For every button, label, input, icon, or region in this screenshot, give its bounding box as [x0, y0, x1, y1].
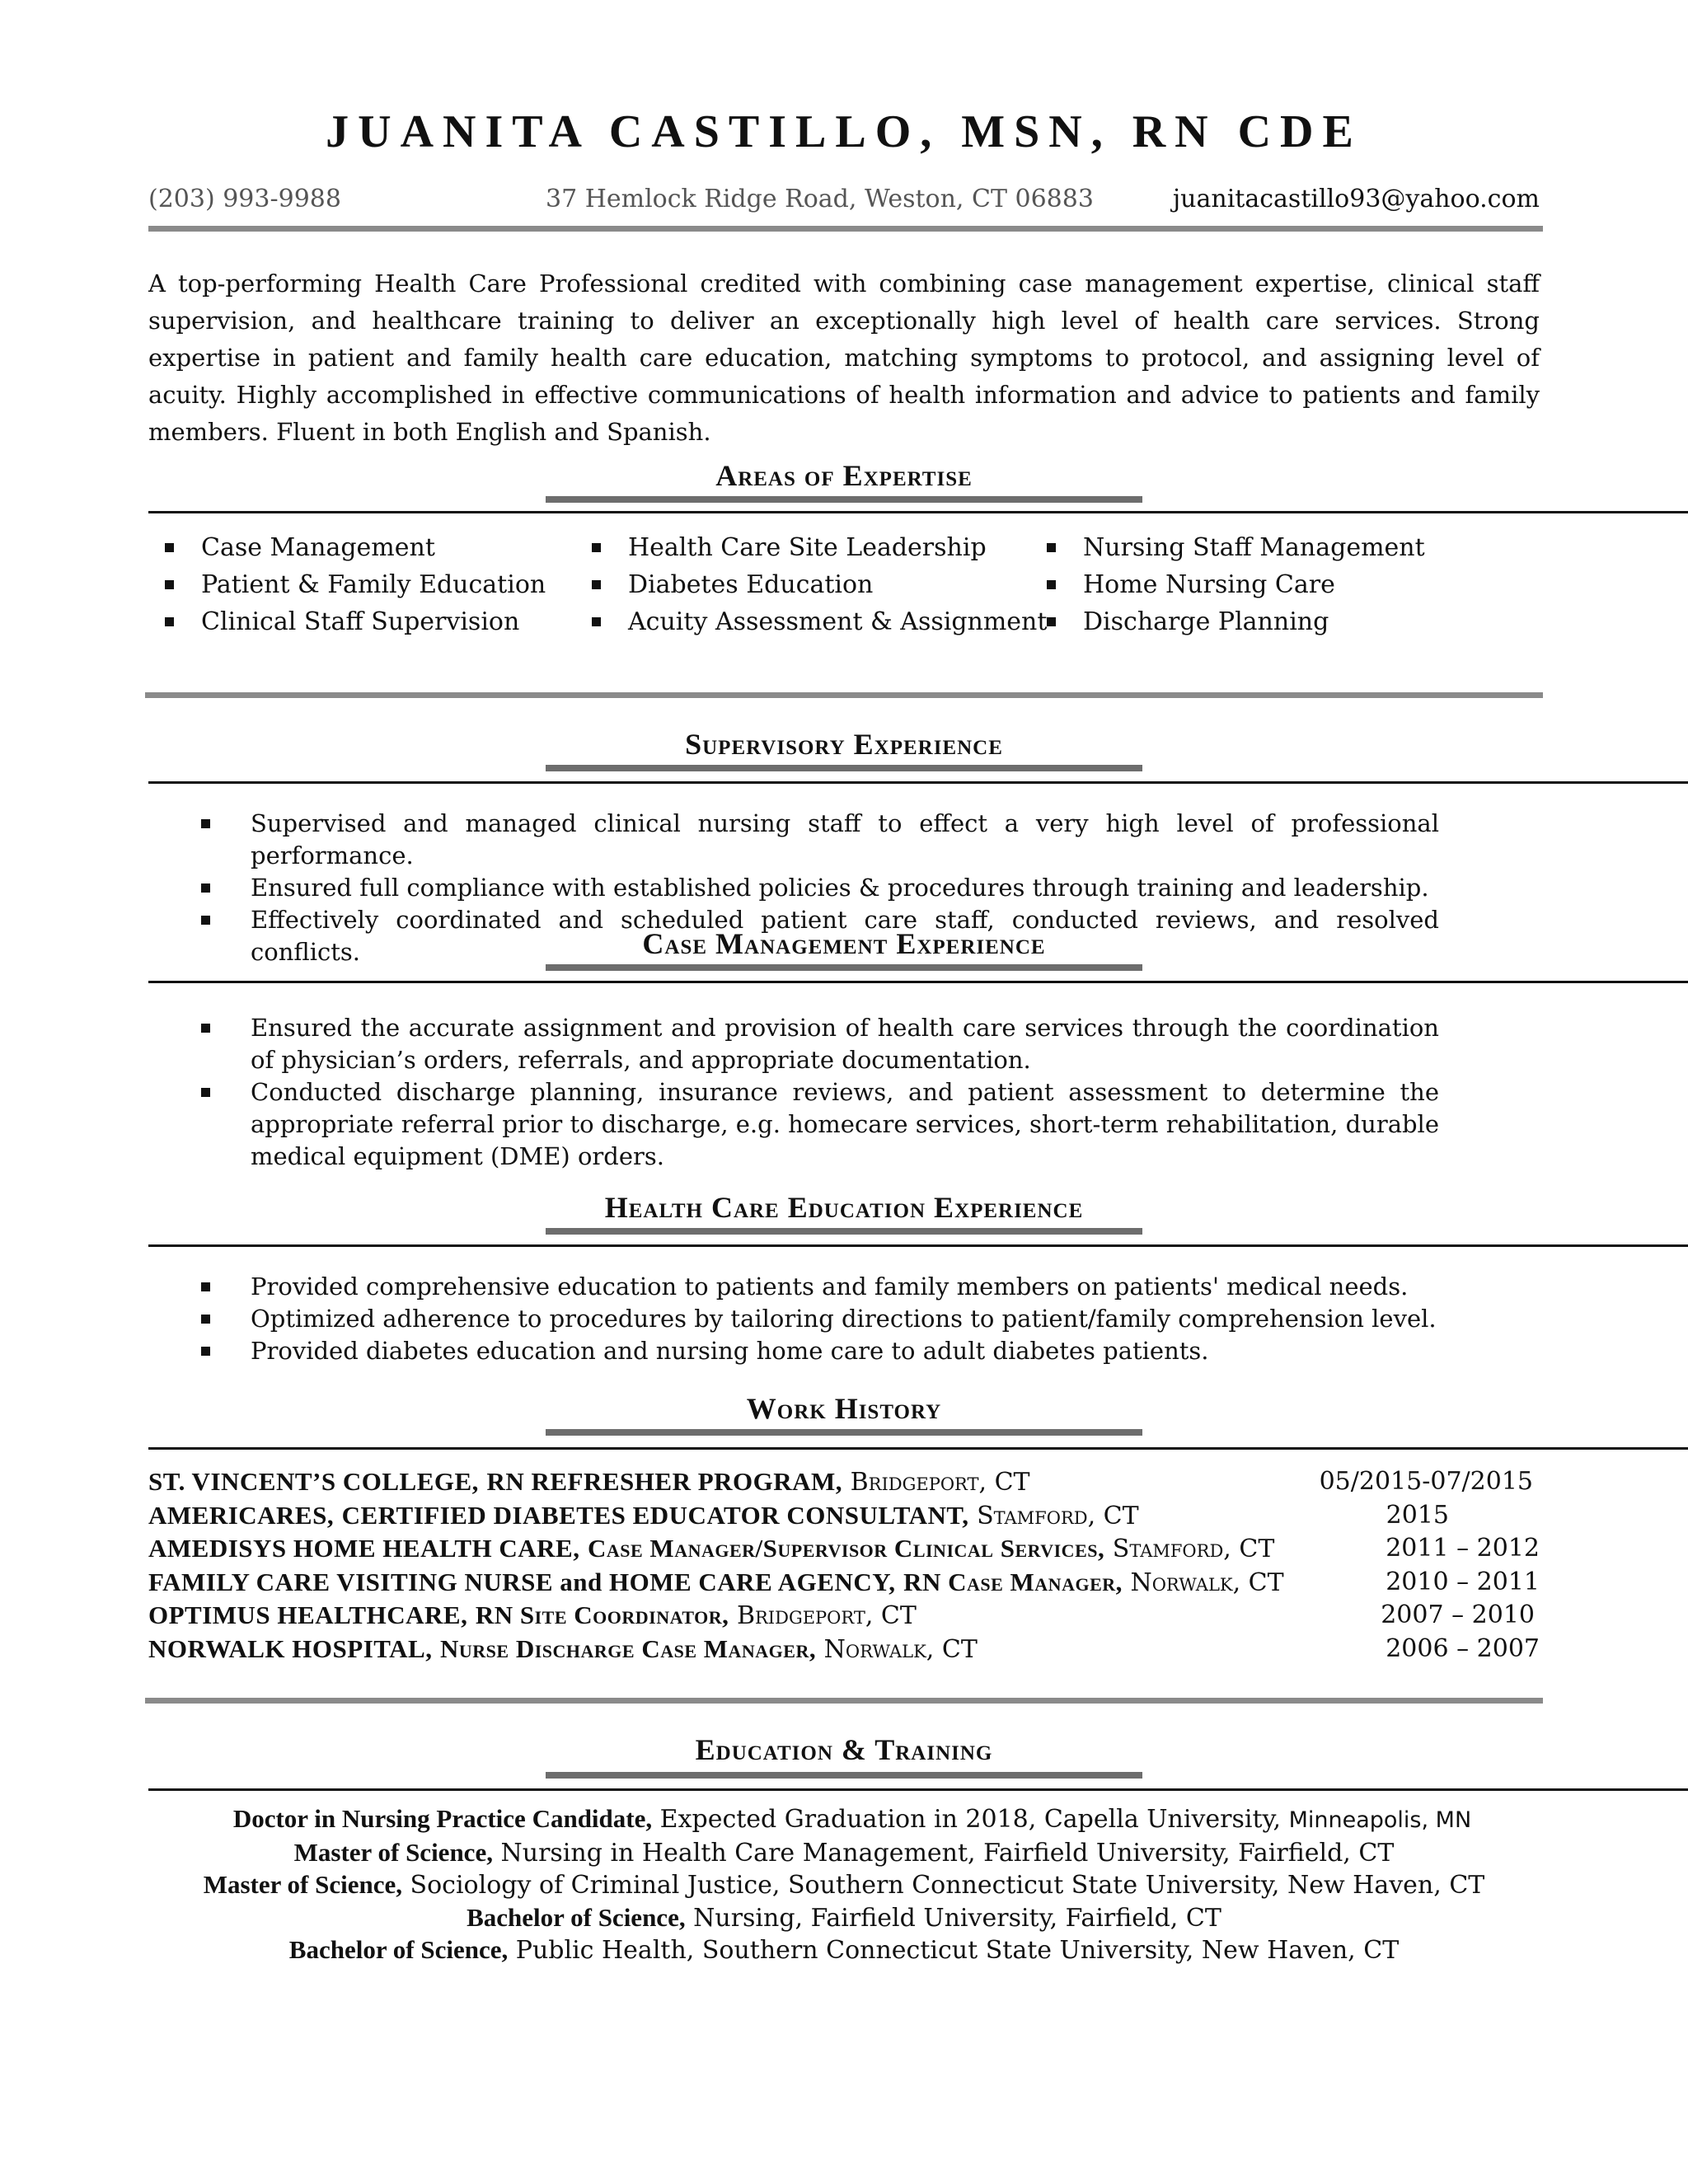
job-dates: 05/2015-07/2015	[1319, 1467, 1533, 1496]
job-location: Bridgeport, CT	[850, 1468, 1030, 1497]
job-dates: 2015	[1386, 1500, 1449, 1530]
header-rule	[148, 226, 1543, 232]
section-rule-education-experience	[148, 1244, 1688, 1247]
bullet-square-icon	[201, 1347, 210, 1356]
job-title: RN Site Coordinator,	[475, 1601, 729, 1629]
work-history-list	[148, 1465, 1540, 1666]
work-history-row	[148, 1465, 1540, 1499]
bullet-square-icon	[201, 1282, 210, 1291]
degree: Master of Science,	[293, 1837, 493, 1867]
job-dates: 2006 – 2007	[1386, 1633, 1540, 1663]
job-title: Nurse Discharge Case Manager,	[440, 1633, 817, 1663]
work-history-row	[148, 1633, 1540, 1666]
bullet-square-icon	[165, 580, 174, 589]
section-title-work-history: Work History	[746, 1392, 942, 1425]
section-title-education-experience: Health Care Education Experience	[604, 1191, 1084, 1224]
job-location: Norwalk, CT	[1130, 1568, 1284, 1597]
degree-detail: Expected Graduation in 2018, Capella University,	[659, 1805, 1282, 1834]
bullet-square-icon	[201, 916, 210, 925]
employer: NORWALK HOSPITAL,	[148, 1633, 433, 1663]
job-title: RN REFRESHER PROGRAM,	[486, 1467, 843, 1496]
bullet-square-icon	[201, 1024, 210, 1033]
section-title-supervisory: Supervisory Experience	[685, 728, 1003, 761]
section-rule-expertise	[148, 511, 1688, 513]
job-dates: 2010 – 2011	[1386, 1567, 1540, 1596]
job-dates: 2011 – 2012	[1386, 1534, 1540, 1563]
job-location: Stamford, CT	[1112, 1535, 1275, 1563]
job-location: Bridgeport, CT	[736, 1601, 917, 1630]
employer: OPTIMUS HEALTHCARE,	[148, 1601, 468, 1629]
section-bar-work-history	[546, 1429, 1142, 1436]
bullet-square-icon	[1047, 617, 1056, 626]
expertise-item: Case Management	[148, 529, 546, 566]
job-title: CERTIFIED DIABETES EDUCATOR CONSULTANT,	[341, 1500, 969, 1530]
section-bar-education-experience	[546, 1228, 1142, 1235]
employer: FAMILY CARE VISITING NURSE and HOME CARE AGENCY,	[148, 1567, 896, 1596]
expertise-column-2	[575, 529, 1047, 640]
job-title: RN Case Manager,	[903, 1567, 1123, 1596]
job-title: Case Manager/Supervisor Clinical Services,	[588, 1534, 1105, 1563]
bullet-square-icon	[201, 1088, 210, 1097]
work-history-bottom-rule	[145, 1698, 1543, 1704]
degree-detail: Nursing in Health Care Management, Fairfield University, Fairfield, CT	[500, 1838, 1395, 1868]
case-management-list	[198, 1012, 1439, 1173]
job-location: Norwalk, CT	[823, 1634, 978, 1664]
education-list	[0, 1803, 1688, 1967]
employer: AMEDISYS HOME HEALTH CARE,	[148, 1534, 580, 1563]
professional-summary: A top-performing Health Care Professional credited with combining case management expertise, clinical staff supervision, and healthcare training to deliver an exceptionally high level of health care services. Strong expertise in patient and family health care education, matching symptoms to protocol, and assigning level of acuity. Highly accomplished in effective communications of health information and advice to patients and family members. Fluent in both English and Spanish.	[148, 269, 1540, 446]
education-row	[0, 1902, 1688, 1935]
section-title-expertise: Areas of Expertise	[715, 459, 973, 492]
job-location: Stamford, CT	[977, 1501, 1139, 1530]
expertise-item: Discharge Planning	[1030, 603, 1425, 640]
contact-phone: (203) 993-9988	[148, 185, 341, 213]
contact-email[interactable]: juanitacastillo93@yahoo.com	[1172, 185, 1540, 213]
bullet-square-icon	[165, 617, 174, 626]
job-dates: 2007 – 2010	[1381, 1601, 1535, 1629]
degree-detail: Nursing, Fairfield University, Fairfield, CT	[693, 1903, 1221, 1933]
education-row	[0, 1837, 1688, 1870]
expertise-item: Diabetes Education	[575, 566, 1047, 603]
expertise-column-1	[148, 529, 546, 640]
section-bar-expertise	[546, 496, 1142, 503]
employer: ST. VINCENT’S COLLEGE,	[148, 1467, 479, 1496]
work-history-row	[148, 1499, 1540, 1533]
degree: Bachelor of Science,	[467, 1902, 686, 1932]
section-bar-case-management	[546, 964, 1142, 971]
section-rule-case-management	[148, 981, 1688, 983]
degree-detail: Sociology of Criminal Justice, Southern Connecticut State University, New Haven, CT	[410, 1871, 1485, 1900]
work-history-row	[148, 1532, 1540, 1566]
education-row	[0, 1934, 1688, 1967]
expertise-item: Acuity Assessment & Assignment	[575, 603, 1047, 640]
section-bar-education	[546, 1772, 1142, 1779]
expertise-bottom-rule	[145, 692, 1543, 698]
bullet-square-icon	[165, 543, 174, 552]
list-item: Ensured full compliance with established policies & procedures through training and leadership.	[198, 872, 1439, 904]
degree: Doctor in Nursing Practice Candidate,	[232, 1804, 653, 1833]
education-experience-list	[198, 1271, 1439, 1367]
degree: Master of Science,	[203, 1870, 402, 1899]
bullet-square-icon	[201, 883, 210, 893]
education-row	[0, 1803, 1688, 1837]
expertise-item: Clinical Staff Supervision	[148, 603, 546, 640]
expertise-column-3	[1030, 529, 1425, 640]
contact-address: 37 Hemlock Ridge Road, Weston, CT 06883	[546, 185, 1094, 213]
section-rule-work-history	[148, 1447, 1688, 1450]
list-item: Provided diabetes education and nursing home care to adult diabetes patients.	[198, 1335, 1439, 1367]
bullet-square-icon	[201, 819, 210, 828]
expertise-item: Health Care Site Leadership	[575, 529, 1047, 566]
expertise-item: Nursing Staff Management	[1030, 529, 1425, 566]
section-title-case-management: Case Management Experience	[642, 927, 1046, 960]
candidate-name: JUANITA CASTILLO, MSN, RN CDE	[326, 106, 1362, 157]
section-rule-supervisory	[148, 781, 1688, 784]
list-item: Effectively coordinated and scheduled patient care staff, conducted reviews, and resolved conflicts.	[198, 904, 1439, 968]
degree-location: Minneapolis, MN	[1288, 1807, 1472, 1833]
bullet-square-icon	[592, 543, 601, 552]
list-item: Supervised and managed clinical nursing staff to effect a very high level of professional performance.	[198, 808, 1439, 872]
degree-detail: Public Health, Southern Connecticut State University, New Haven, CT	[515, 1936, 1400, 1965]
bullet-square-icon	[201, 1315, 210, 1324]
bullet-square-icon	[592, 617, 601, 626]
expertise-item: Home Nursing Care	[1030, 566, 1425, 603]
employer: AMERICARES,	[148, 1500, 335, 1530]
bullet-square-icon	[1047, 580, 1056, 589]
degree: Bachelor of Science,	[288, 1935, 509, 1964]
section-rule-education	[148, 1788, 1688, 1791]
work-history-row	[148, 1566, 1540, 1600]
section-bar-supervisory	[546, 765, 1142, 771]
list-item: Optimized adherence to procedures by tailoring directions to patient/family comprehension level.	[198, 1303, 1439, 1335]
bullet-square-icon	[1047, 543, 1056, 552]
education-row	[0, 1869, 1688, 1902]
expertise-item: Patient & Family Education	[148, 566, 546, 603]
work-history-row	[148, 1599, 1540, 1633]
bullet-square-icon	[592, 580, 601, 589]
list-item: Ensured the accurate assignment and provision of health care services through the coordination of physician’s orders, referrals, and appropriate documentation.	[198, 1012, 1439, 1076]
list-item: Provided comprehensive education to patients and family members on patients' medical needs.	[198, 1271, 1439, 1303]
section-title-education: Education & Training	[695, 1733, 993, 1766]
list-item: Conducted discharge planning, insurance reviews, and patient assessment to determine the appropriate referral prior to discharge, e.g. homecare services, short-term rehabilitation, durable medical equipment (DME) orders.	[198, 1076, 1439, 1173]
